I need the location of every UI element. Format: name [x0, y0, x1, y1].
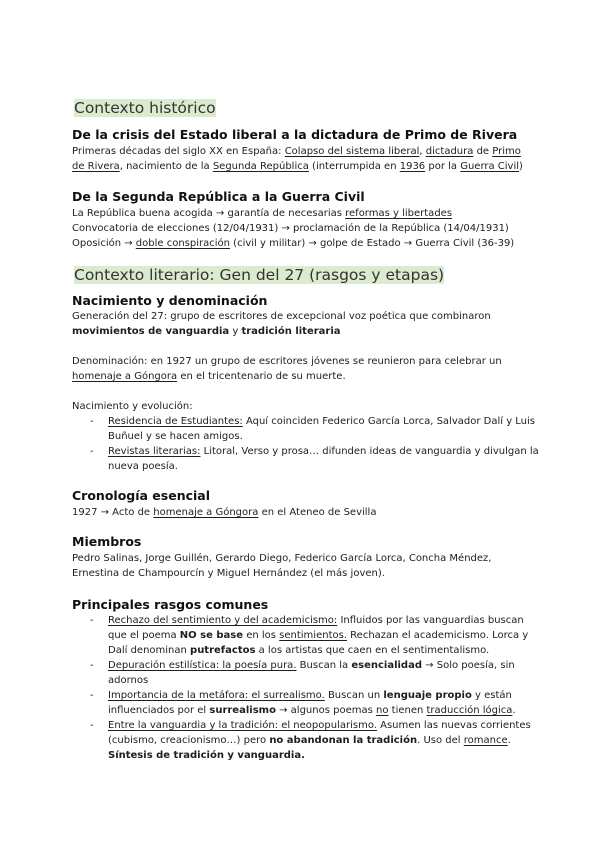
list-evolucion	[72, 414, 542, 474]
section-heading-literario: Contexto literario: Gen del 27 (rasgos y etapas)	[74, 266, 445, 284]
list-item: - Entre la vanguardia y la tradición: el neopopularismo. Asumen las nuevas corrientes (cubismo, creacionismo…) pero no abandonan la tradición. Uso del romance. Síntesis de tradición y vanguardia.	[72, 718, 542, 763]
paragraph-crisis: Primeras décadas del siglo XX en España: Colapso del sistema liberal, dictadura de Primo de Rivera, nacimiento de la Segunda República (interrumpida en 1936 por la Guerra Civil)	[72, 146, 523, 172]
section-heading-historico: Contexto histórico	[74, 99, 216, 117]
paragraph-cronologia: 1927 → Acto de homenaje a Góngora en el Ateneo de Sevilla	[72, 507, 377, 518]
republica-line-3: Oposición → doble conspiración (civil y militar) → golpe de Estado → Guerra Civil (36-39)	[72, 238, 515, 249]
heading-rasgos: Principales rasgos comunes	[72, 597, 269, 612]
list-item: - Revistas literarias: Litoral, Verso y prosa… difunden ideas de vanguardia y divulgan la nueva poesía.	[72, 444, 542, 474]
list-item: - Depuración estilística: la poesía pura. Buscan la esencialidad → Solo poesía, sin adornos	[72, 658, 542, 688]
list-rasgos	[72, 613, 542, 763]
heading-nacimiento: Nacimiento y denominación	[72, 293, 268, 308]
paragraph-evolucion-label: Nacimiento y evolución:	[72, 401, 193, 412]
heading-miembros: Miembros	[72, 534, 142, 549]
heading-crisis: De la crisis del Estado liberal a la dictadura de Primo de Rivera	[72, 127, 518, 142]
list-item: - Rechazo del sentimiento y del academicismo: Influidos por las vanguardias buscan que el poema NO se base en los sentimientos. Rechazan el academicismo. Lorca y Dalí denominan putrefactos a los artistas que caen en el sentimentalismo.	[72, 613, 542, 658]
list-item: - Residencia de Estudiantes: Aquí coinciden Federico García Lorca, Salvador Dalí y Luis Buñuel y se hacen amigos.	[72, 414, 542, 444]
republica-line-1: La República buena acogida → garantía de necesarias reformas y libertades	[72, 208, 453, 219]
paragraph-denominacion: Denominación: en 1927 un grupo de escritores jóvenes se reunieron para celebrar un homenaje a Góngora en el tricentenario de su muerte.	[72, 356, 502, 382]
paragraph-miembros: Pedro Salinas, Jorge Guillén, Gerardo Diego, Federico García Lorca, Concha Méndez, Ernestina de Champourcín y Miguel Hernández (el más joven).	[72, 553, 492, 579]
paragraph-generacion: Generación del 27: grupo de escritores de excepcional voz poética que combinaron movimientos de vanguardia y tradición literaria	[72, 311, 491, 337]
paragraph-republica	[72, 206, 532, 251]
heading-republica: De la Segunda República a la Guerra Civil	[72, 189, 365, 204]
republica-line-2: Convocatoria de elecciones (12/04/1931) → proclamación de la República (14/04/1931)	[72, 223, 509, 234]
heading-cronologia: Cronología esencial	[72, 488, 211, 503]
list-item: - Importancia de la metáfora: el surrealismo. Buscan un lenguaje propio y están influenciados por el surrealismo → algunos poemas no tienen traducción lógica.	[72, 688, 542, 718]
